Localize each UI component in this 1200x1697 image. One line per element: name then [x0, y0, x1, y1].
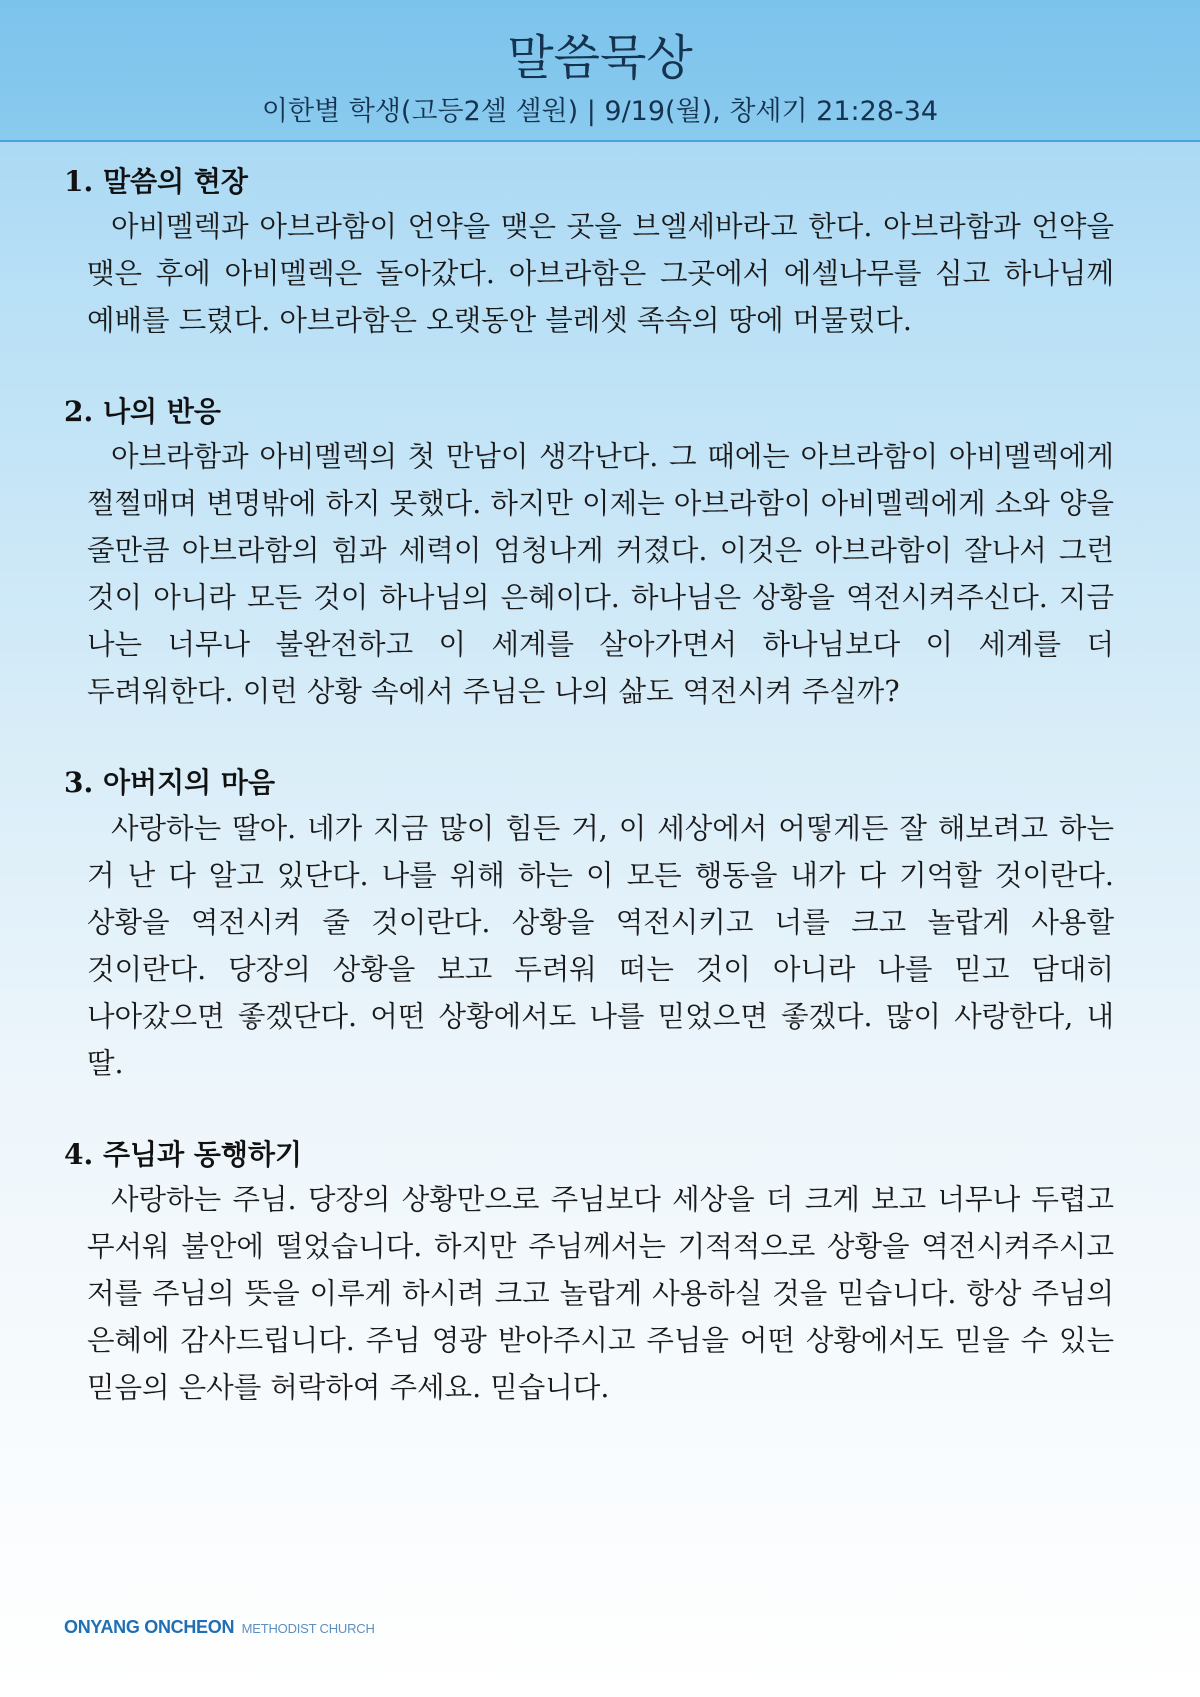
- meditation-content: [64, 162, 1114, 1459]
- church-logo: [64, 1617, 375, 1638]
- section-body: 사랑하는 딸아. 네가 지금 많이 힘든 거, 이 세상에서 어떻게든 잘 해보려고 하는 거 난 다 알고 있단다. 나를 위해 하는 이 모든 행동을 내가 다 기억할 것이란다. 상황을 역전시켜 줄 것이란다. 상황을 역전시키고 너를 크고 놀랍게 사용할 것이란다. 당장의 상황을 보고 두려워 떠는 것이 아니라 나를 믿고 담대히 나아갔으면 좋겠단다. 어떤 상황에서도 나를 믿었으면 좋겠다. 많이 사랑한다, 내 딸.: [87, 811, 1114, 1080]
- section-walking-with-lord: [64, 1135, 1114, 1411]
- section-my-response: [64, 392, 1114, 715]
- page-title: 말씀묵상: [507, 30, 693, 86]
- section-scripture-scene: [64, 162, 1114, 344]
- section-body: 아브라함과 아비멜렉의 첫 만남이 생각난다. 그 때에는 아브라함이 아비멜렉에게 쩔쩔매며 변명밖에 하지 못했다. 하지만 이제는 아브라함이 아비멜렉에게 소와 양을 줄만큼 아브라함의 힘과 세력이 엄청나게 커졌다. 이것은 아브라함이 잘나서 그런 것이 아니라 모든 것이 하나님의 은혜이다. 하나님은 상황을 역전시켜주신다. 지금 나는 너무나 불완전하고 이 세계를 살아가면서 하나님보다 이 세계를 더 두려워한다. 이런 상황 속에서 주님은 나의 삶도 역전시켜 주실까?: [87, 440, 1114, 709]
- section-heading: 3. 아버지의 마음: [64, 766, 276, 800]
- section-body: 사랑하는 주님. 당장의 상황만으로 주님보다 세상을 더 크게 보고 너무나 두렵고 무서워 불안에 떨었습니다. 하지만 주님께서는 기적적으로 상황을 역전시켜주시고 저를 주님의 뜻을 이루게 하시려 크고 놀랍게 사용하실 것을 믿습니다. 항상 주님의 은혜에 감사드립니다. 주님 영광 받아주시고 주님을 어떤 상황에서도 믿을 수 있는 믿음의 은사를 허락하여 주세요. 믿습니다.: [87, 1182, 1114, 1404]
- page-subtitle: 이한별 학생(고등2셀 셀원) | 9/19(월), 창세기 21:28-34: [261, 96, 939, 127]
- section-body: 아비멜렉과 아브라함이 언약을 맺은 곳을 브엘세바라고 한다. 아브라함과 언약을 맺은 후에 아비멜렉은 돌아갔다. 아브라함은 그곳에서 에셀나무를 심고 하나님께 예배를 드렸다. 아브라함은 오랫동안 블레셋 족속의 땅에 머물렀다.: [87, 210, 1114, 338]
- church-logo-name: ONYANG ONCHEON: [64, 1617, 235, 1637]
- section-fathers-heart: [64, 763, 1114, 1086]
- church-logo-subtitle: METHODIST CHURCH: [241, 1621, 375, 1636]
- section-heading: 4. 주님과 동행하기: [64, 1137, 303, 1171]
- section-heading: 1. 말씀의 현장: [64, 165, 248, 198]
- section-heading: 2. 나의 반응: [64, 395, 221, 429]
- header-banner: [0, 0, 1200, 142]
